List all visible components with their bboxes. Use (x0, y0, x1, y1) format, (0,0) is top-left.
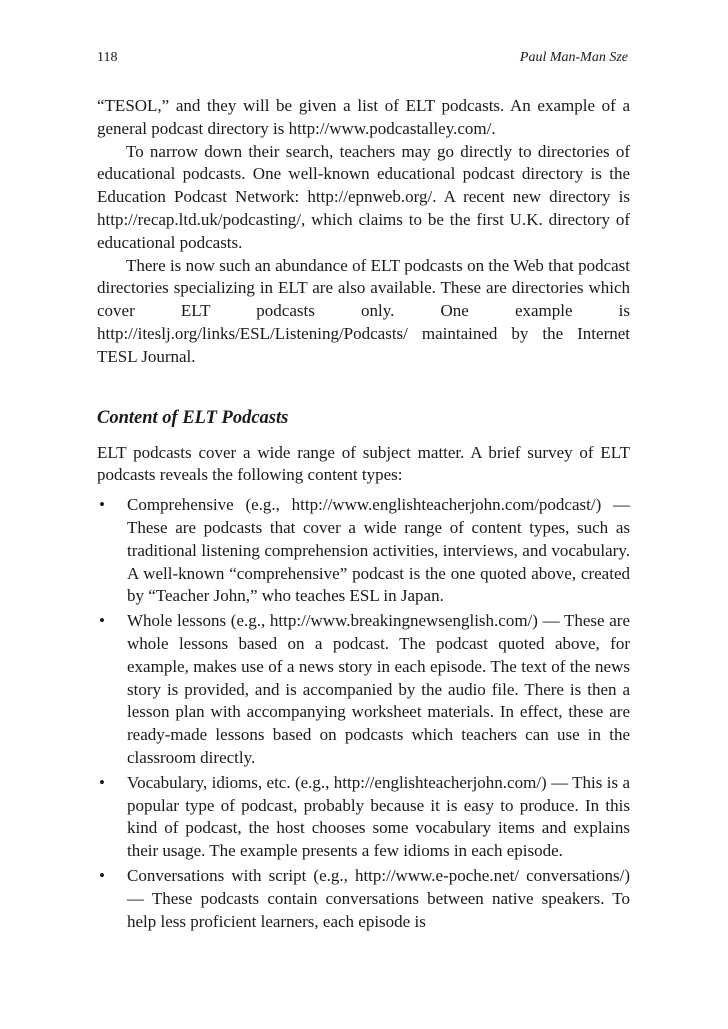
page-number: 118 (97, 50, 118, 65)
section-heading: Content of ELT Podcasts (97, 407, 289, 428)
intro-paragraph-1: “TESOL,” and they will be given a list of ELT podcasts. An example of a general podcast directory is http://www.podcastalley.com/. (97, 96, 630, 138)
list-item-text: Conversations with script (e.g., http://www.e-poche.net/ conversations/) — These podcasts contain conversations between native speakers. To help less proficient learners, each episode is (127, 865, 630, 931)
bullet-icon: • (99, 495, 105, 515)
list-item-text: Vocabulary, idioms, etc. (e.g., http://englishteacherjohn.com/) — This is a popular type of podcast, probably because it is easy to produce. In this kind of podcast, the host chooses some vocabulary items and explains their usage. The example presents a few idioms in each episode. (127, 772, 630, 861)
list-item-whole-lessons (97, 610, 630, 770)
list-item-vocabulary (97, 772, 630, 863)
section-intro-paragraph: ELT podcasts cover a wide range of subject matter. A brief survey of ELT podcasts reveals the following content types: (97, 442, 630, 485)
intro-paragraph-2: To narrow down their search, teachers may go directly to directories of educational podcasts. One well-known educational podcast directory is the Education Podcast Network: http://epnweb.org/. A recent new directory is http://recap.ltd.uk/podcasting/, which claims to be the first U.K. directory of educational podcasts. (97, 141, 630, 252)
content-types-list (97, 494, 630, 933)
list-item-comprehensive (97, 494, 630, 608)
list-item-conversations (97, 865, 630, 933)
bullet-icon: • (99, 611, 105, 631)
running-head (97, 50, 630, 70)
bullet-icon: • (99, 865, 105, 885)
list-item-text: Whole lessons (e.g., http://www.breakingnewsenglish.com/) — These are whole lessons based on a podcast. The podcast quoted above, for example, makes use of a news story in each episode. The text of the news story is provided, and is accompanied by the audio file. There is then a lesson plan with accompanying worksheet materials. In effect, these are ready-made lessons based on podcasts which teachers can use in the classroom directly. (127, 611, 630, 767)
intro-paragraph-3: There is now such an abundance of ELT podcasts on the Web that podcast directories specializing in ELT are also available. These are directories which cover ELT podcasts only. One example is http://iteslj.org/links/ESL/Listening/Podcasts/ maintained by the Internet TESL Journal. (97, 255, 630, 366)
bullet-icon: • (99, 772, 105, 792)
body-text (97, 95, 630, 935)
list-item-text: Comprehensive (e.g., http://www.englishteacherjohn.com/podcast/) — These are podcasts that cover a wide range of content types, such as traditional listening comprehension activities, interviews, and vocabulary. A well-known “comprehensive” podcast is the one quoted above, created by “Teacher John,” who teaches ESL in Japan. (127, 495, 630, 606)
author-name: Paul Man-Man Sze (519, 50, 628, 65)
